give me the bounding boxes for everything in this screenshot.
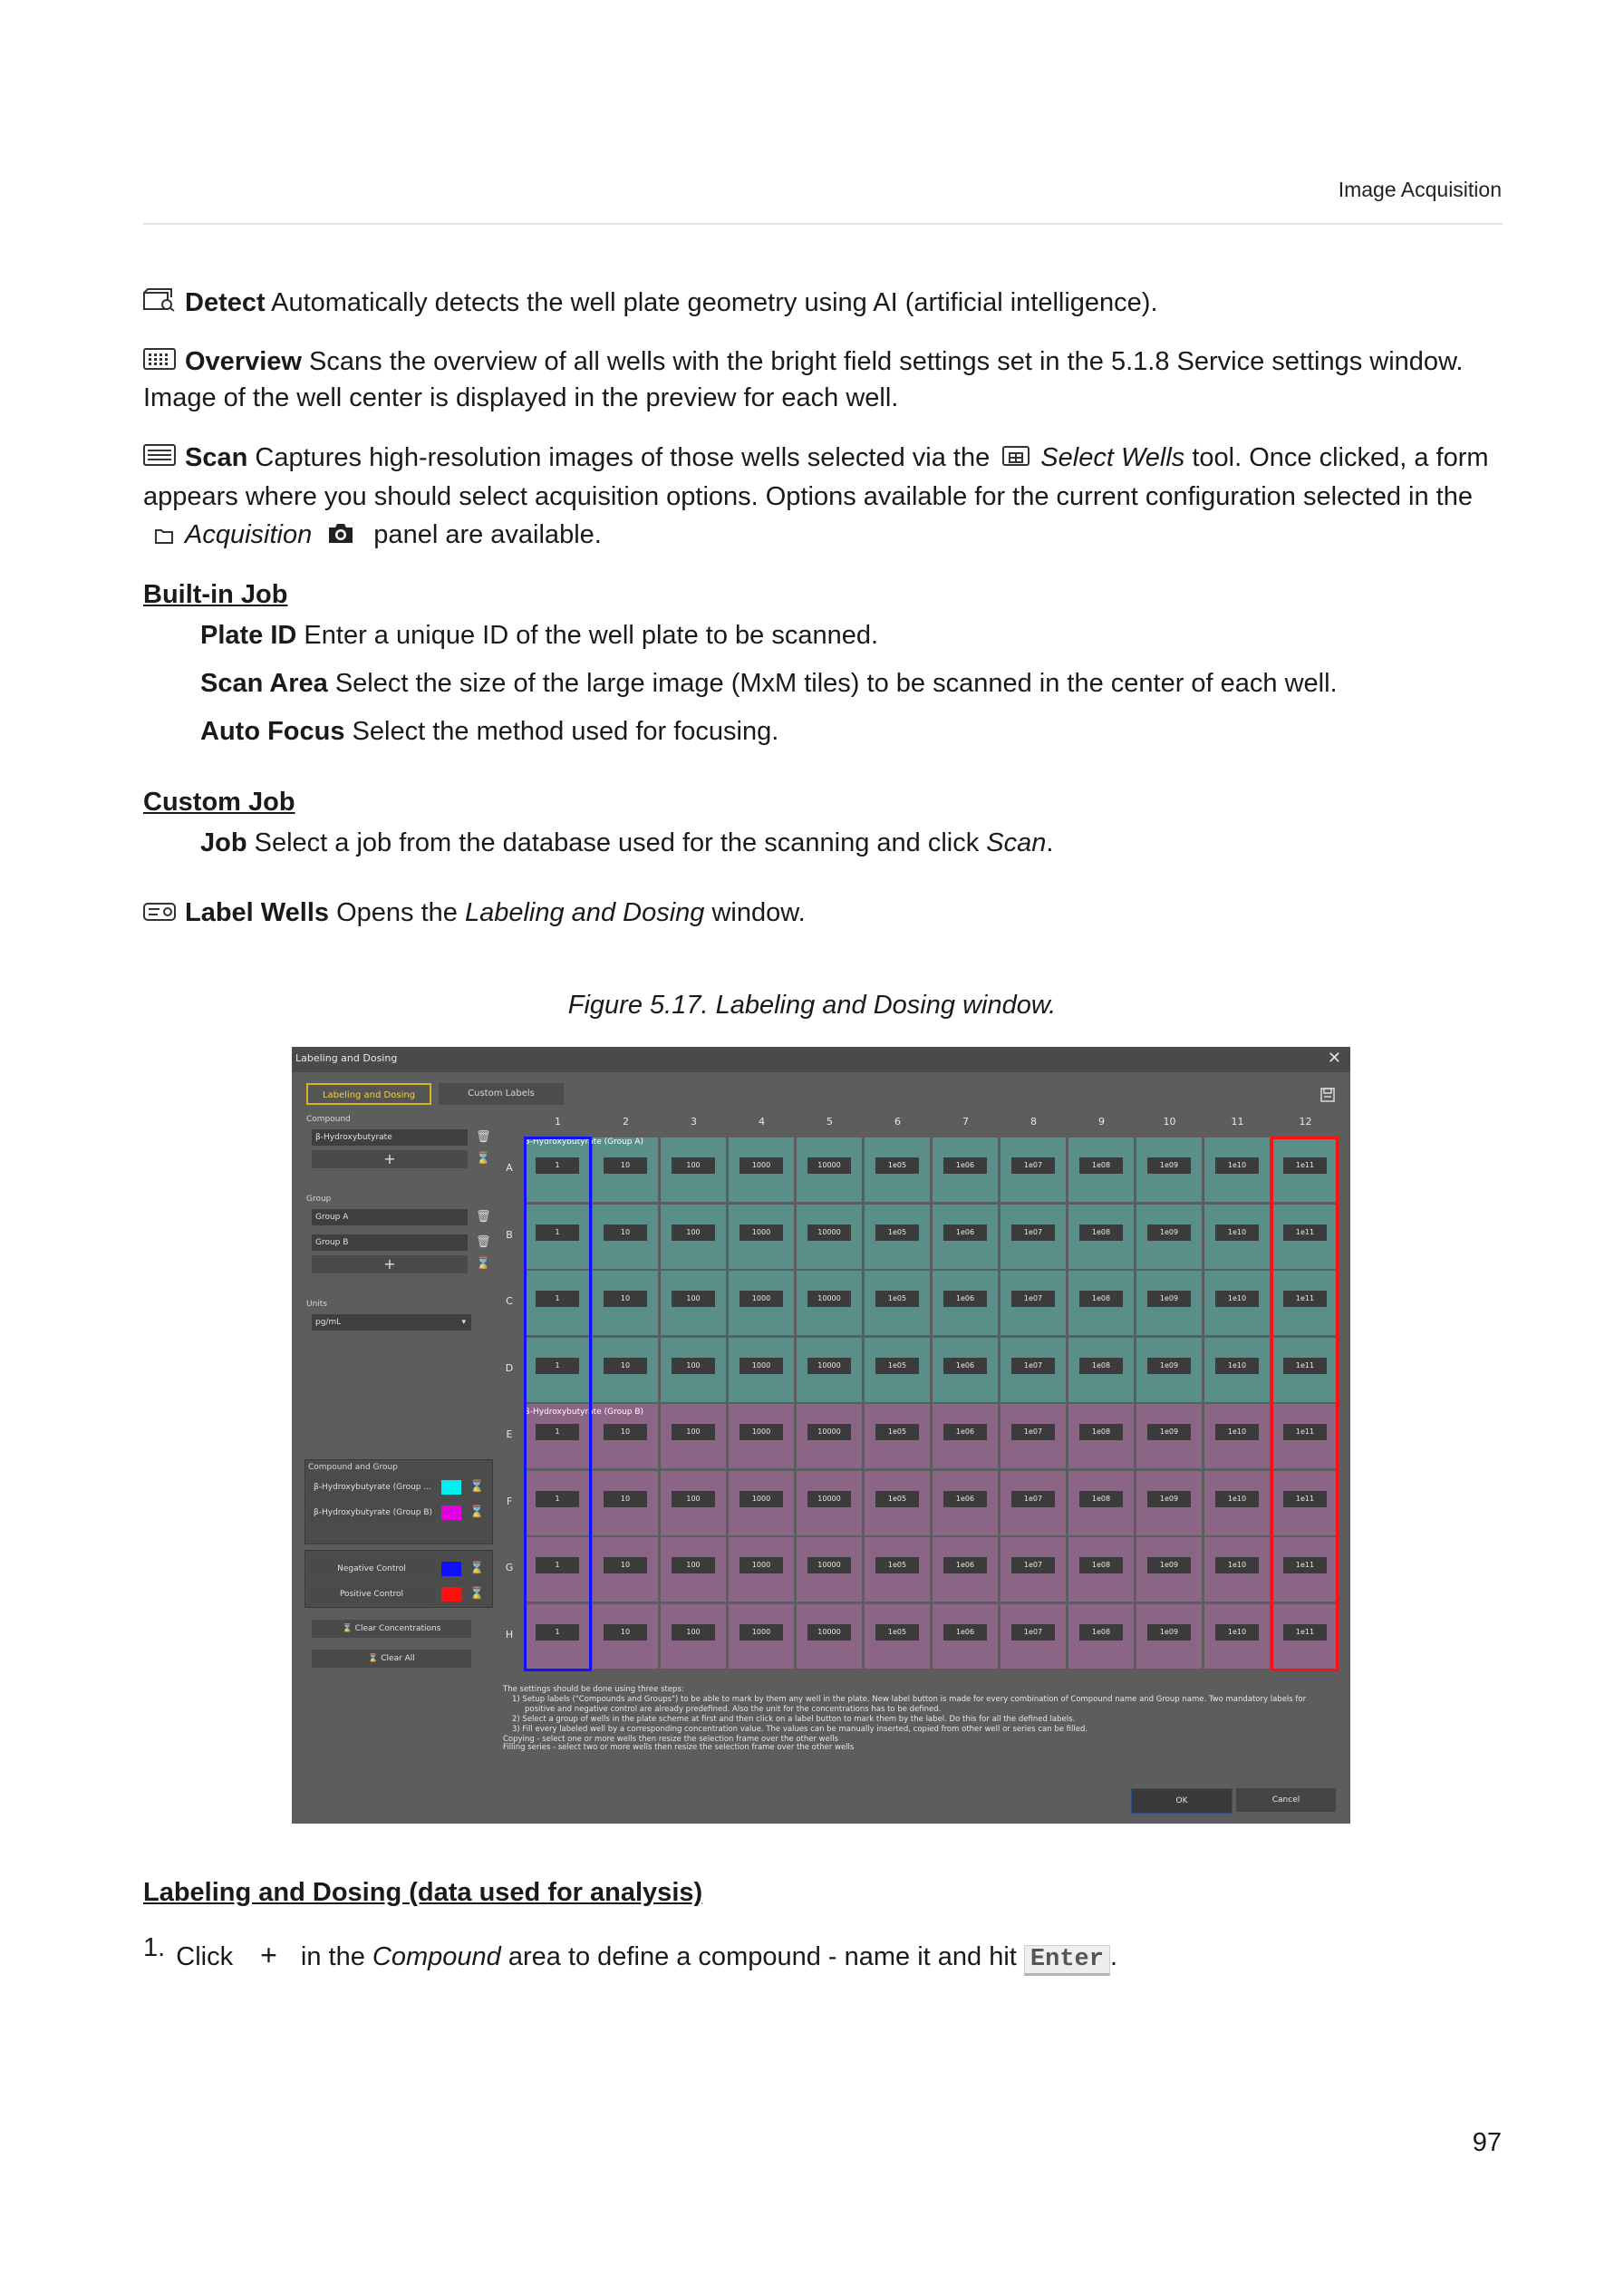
- concentration-field[interactable]: 10: [604, 1157, 647, 1174]
- job-term: Job: [200, 828, 247, 857]
- hourglass-icon: ⌛: [368, 1654, 382, 1663]
- well[interactable]: [1068, 1205, 1134, 1269]
- positive-control-button[interactable]: Positive Control: [309, 1585, 434, 1603]
- scan-term: Scan: [185, 443, 248, 472]
- concentration-field[interactable]: 1e08: [1079, 1424, 1123, 1440]
- select-wells-link: Select Wells: [1040, 443, 1185, 472]
- concentration-field[interactable]: 100: [672, 1291, 715, 1307]
- select-wells-icon: [1002, 440, 1030, 478]
- concentration-field[interactable]: 1e06: [943, 1491, 987, 1507]
- step-compound-italic: Compound: [372, 1942, 501, 1971]
- concentration-field[interactable]: 1e10: [1215, 1491, 1259, 1507]
- scan-area-term: Scan Area: [200, 669, 328, 698]
- builtin-item-auto-focus: [200, 717, 1505, 747]
- concentration-field[interactable]: 1e11: [1283, 1557, 1327, 1573]
- compound-group-label: Compound and Group: [308, 1463, 398, 1472]
- label-wells-icon: [143, 896, 176, 932]
- well[interactable]: [933, 1604, 998, 1669]
- well[interactable]: [593, 1271, 658, 1335]
- plate-id-term: Plate ID: [200, 621, 297, 650]
- figure-caption: Figure 5.17. Labeling and Dosing window.: [567, 991, 1057, 1020]
- concentration-field[interactable]: 1e06: [943, 1157, 987, 1174]
- concentration-field[interactable]: 1e11: [1283, 1291, 1327, 1307]
- label-group-b-button[interactable]: β-Hydroxybutyrate (Group B): [309, 1504, 434, 1522]
- overview-term: Overview: [185, 347, 302, 376]
- concentration-field[interactable]: 10: [604, 1291, 647, 1307]
- concentration-field[interactable]: 1e09: [1147, 1491, 1191, 1507]
- well[interactable]: [797, 1271, 862, 1335]
- well[interactable]: [661, 1271, 726, 1335]
- job-scan-italic: Scan: [986, 828, 1047, 857]
- well[interactable]: [933, 1338, 998, 1402]
- concentration-field[interactable]: 1e08: [1079, 1291, 1123, 1307]
- concentration-field[interactable]: 1e05: [875, 1291, 919, 1307]
- concentration-field[interactable]: 100: [672, 1557, 715, 1573]
- clear-all-label: Clear All: [381, 1654, 415, 1663]
- concentration-field[interactable]: 1e08: [1079, 1624, 1123, 1641]
- column-header[interactable]: 6: [894, 1116, 901, 1128]
- concentration-field[interactable]: 1e10: [1215, 1624, 1259, 1641]
- instruction-line: 2) Select a group of wells in the plate scheme at first and then click on a label button to mark them by the label. Do this for all the defined labels.: [512, 1715, 1076, 1724]
- concentration-field[interactable]: 10000: [807, 1491, 851, 1507]
- column-header[interactable]: 1: [555, 1116, 561, 1128]
- well[interactable]: [593, 1137, 658, 1202]
- concentration-field[interactable]: 1e11: [1283, 1157, 1327, 1174]
- well[interactable]: [1000, 1537, 1066, 1602]
- concentration-field[interactable]: 1e06: [943, 1424, 987, 1440]
- concentration-field[interactable]: 10000: [807, 1157, 851, 1174]
- concentration-field[interactable]: 1e06: [943, 1557, 987, 1573]
- scan-text-1: Captures high-resolution images of those wells selected via the: [247, 443, 998, 472]
- concentration-field[interactable]: 1e09: [1147, 1157, 1191, 1174]
- detect-paragraph: [143, 286, 1503, 322]
- concentration-field[interactable]: 10000: [807, 1291, 851, 1307]
- well[interactable]: [1068, 1271, 1134, 1335]
- step-text-2: area to define a compound - name it and hit: [500, 1942, 1024, 1971]
- concentration-field[interactable]: 10: [604, 1224, 647, 1241]
- plate-id-text: Enter a unique ID of the well plate to be scanned.: [296, 621, 879, 650]
- concentration-field[interactable]: 1: [536, 1624, 579, 1641]
- trash-icon[interactable]: 🗑: [476, 1130, 491, 1144]
- step-click: Click: [176, 1942, 234, 1971]
- well[interactable]: [1000, 1404, 1066, 1468]
- concentration-field[interactable]: 1e08: [1079, 1358, 1123, 1374]
- acquisition-link: Acquisition: [185, 520, 313, 550]
- well[interactable]: [593, 1537, 658, 1602]
- column-header[interactable]: 9: [1098, 1116, 1105, 1128]
- concentration-field[interactable]: 1e10: [1215, 1157, 1259, 1174]
- instruction-line: Filling series - select two or more wells then resize the selection frame over the other wells: [503, 1743, 855, 1752]
- builtin-job-heading: Built-in Job: [143, 580, 288, 609]
- positive-control-frame: [1271, 1137, 1339, 1671]
- well[interactable]: [1000, 1604, 1066, 1669]
- concentration-field[interactable]: 100: [672, 1624, 715, 1641]
- well[interactable]: [729, 1338, 794, 1402]
- well[interactable]: [1068, 1137, 1134, 1202]
- concentration-field[interactable]: 1e06: [943, 1291, 987, 1307]
- well[interactable]: [1068, 1404, 1134, 1468]
- well[interactable]: [729, 1137, 794, 1202]
- clear-label-icon[interactable]: ⌛: [469, 1562, 485, 1575]
- negative-control-button[interactable]: Negative Control: [309, 1560, 434, 1578]
- concentration-field[interactable]: 1e10: [1215, 1291, 1259, 1307]
- concentration-field[interactable]: 1e07: [1011, 1624, 1055, 1641]
- label-wells-end: window.: [704, 898, 806, 927]
- concentration-field[interactable]: 1e10: [1215, 1424, 1259, 1440]
- well[interactable]: [661, 1137, 726, 1202]
- well[interactable]: [1000, 1205, 1066, 1269]
- group-a-input[interactable]: Group A: [312, 1209, 468, 1225]
- well[interactable]: [865, 1338, 930, 1402]
- cancel-button[interactable]: Cancel: [1236, 1788, 1336, 1812]
- well[interactable]: [593, 1338, 658, 1402]
- well[interactable]: [865, 1137, 930, 1202]
- concentration-field[interactable]: 1e10: [1215, 1224, 1259, 1241]
- label-wells-italic: Labeling and Dosing: [464, 898, 705, 927]
- concentration-field[interactable]: 1e05: [875, 1624, 919, 1641]
- label-group-a-button[interactable]: β-Hydroxybutyrate (Group ...: [309, 1478, 434, 1496]
- well[interactable]: [865, 1537, 930, 1602]
- concentration-field[interactable]: 10000: [807, 1224, 851, 1241]
- concentration-field[interactable]: 1: [536, 1224, 579, 1241]
- well[interactable]: [729, 1604, 794, 1669]
- well[interactable]: [593, 1471, 658, 1535]
- concentration-field[interactable]: 1e09: [1147, 1358, 1191, 1374]
- well[interactable]: [1136, 1338, 1202, 1402]
- concentration-field[interactable]: 10000: [807, 1424, 851, 1440]
- concentration-field[interactable]: 1e11: [1283, 1358, 1327, 1374]
- concentration-field[interactable]: 1: [536, 1358, 579, 1374]
- well[interactable]: [1068, 1338, 1134, 1402]
- negative-control-frame: [524, 1137, 592, 1671]
- concentration-field[interactable]: 1e05: [875, 1157, 919, 1174]
- concentration-field[interactable]: 1e05: [875, 1224, 919, 1241]
- row-header[interactable]: H: [505, 1628, 514, 1641]
- well[interactable]: [1000, 1271, 1066, 1335]
- well[interactable]: [1136, 1471, 1202, 1535]
- tab-custom-labels[interactable]: Custom Labels: [439, 1083, 564, 1105]
- compound-label: Compound: [306, 1115, 351, 1124]
- concentration-field[interactable]: 10: [604, 1624, 647, 1641]
- header-rule: [143, 223, 1503, 225]
- concentration-field[interactable]: 10: [604, 1557, 647, 1573]
- hourglass-icon: ⌛: [342, 1624, 355, 1633]
- row-header[interactable]: G: [505, 1562, 514, 1573]
- well[interactable]: [1068, 1471, 1134, 1535]
- well[interactable]: [661, 1604, 726, 1669]
- group-b-plate-label: β-Hydroxybutyrate (Group B): [525, 1408, 644, 1417]
- step-1: [143, 1933, 1503, 1976]
- concentration-field[interactable]: 100: [672, 1157, 715, 1174]
- close-icon[interactable]: ✕: [1327, 1049, 1341, 1068]
- custom-job-item: [200, 828, 1505, 858]
- column-header[interactable]: 2: [623, 1116, 629, 1128]
- concentration-field[interactable]: 1e09: [1147, 1424, 1191, 1440]
- concentration-field[interactable]: 10000: [807, 1624, 851, 1641]
- column-header[interactable]: 3: [691, 1116, 697, 1128]
- well[interactable]: [1000, 1471, 1066, 1535]
- builtin-item-plate-id: [200, 621, 1505, 651]
- concentration-field[interactable]: 1000: [740, 1624, 783, 1641]
- concentration-field[interactable]: 1e10: [1215, 1557, 1259, 1573]
- overview-icon: [143, 345, 176, 381]
- clear-compound-icon[interactable]: ⌛: [476, 1152, 491, 1166]
- column-header[interactable]: 4: [759, 1116, 765, 1128]
- well[interactable]: [1136, 1404, 1202, 1468]
- group-a-plate-label: β-Hydroxybutyrate (Group A): [525, 1137, 644, 1147]
- concentration-field[interactable]: 10000: [807, 1557, 851, 1573]
- group-b-input[interactable]: Group B: [312, 1234, 468, 1251]
- enter-key: Enter: [1024, 1945, 1110, 1976]
- well[interactable]: [661, 1338, 726, 1402]
- well[interactable]: [933, 1537, 998, 1602]
- label-wells-paragraph: [143, 895, 1503, 932]
- instruction-line: Copying - select one or more wells then resize the selection frame over the other wells: [503, 1735, 839, 1744]
- concentration-field[interactable]: 1000: [740, 1157, 783, 1174]
- well[interactable]: [1136, 1537, 1202, 1602]
- detect-text: Automatically detects the well plate geometry using AI (artificial intelligence).: [265, 288, 1158, 317]
- job-end: .: [1046, 828, 1054, 857]
- well[interactable]: [1000, 1338, 1066, 1402]
- instructions: [503, 1685, 1337, 1753]
- concentration-field[interactable]: 100: [672, 1424, 715, 1440]
- concentration-field[interactable]: 1e08: [1079, 1224, 1123, 1241]
- well[interactable]: [865, 1604, 930, 1669]
- well[interactable]: [933, 1137, 998, 1202]
- concentration-field[interactable]: 1e07: [1011, 1491, 1055, 1507]
- row-header[interactable]: D: [505, 1361, 514, 1374]
- well[interactable]: [1136, 1205, 1202, 1269]
- well[interactable]: [797, 1404, 862, 1468]
- row-header[interactable]: B: [506, 1228, 513, 1241]
- ok-button[interactable]: OK: [1131, 1788, 1232, 1814]
- well[interactable]: [933, 1471, 998, 1535]
- label-wells-text: Opens the: [329, 898, 465, 927]
- well[interactable]: [797, 1338, 862, 1402]
- step-text-1: in the: [293, 1942, 372, 1971]
- concentration-field[interactable]: 1e07: [1011, 1358, 1055, 1374]
- detect-term: Detect: [185, 288, 266, 317]
- well[interactable]: [661, 1471, 726, 1535]
- concentration-field[interactable]: 1e07: [1011, 1157, 1055, 1174]
- clear-label-icon[interactable]: ⌛: [469, 1587, 485, 1601]
- tab-labeling-and-dosing[interactable]: Labeling and Dosing: [306, 1083, 431, 1105]
- concentration-field[interactable]: 1e09: [1147, 1624, 1191, 1641]
- concentration-field[interactable]: 10000: [807, 1358, 851, 1374]
- well[interactable]: [1136, 1604, 1202, 1669]
- concentration-field[interactable]: 1000: [740, 1491, 783, 1507]
- concentration-field[interactable]: 1: [536, 1557, 579, 1573]
- instruction-line: 1) Setup labels ("Compounds and Groups") to be able to mark by them any well in the plate. New label button is made for every combination of Compound name and Group name. Two mandatory labels for: [512, 1695, 1307, 1704]
- concentration-field[interactable]: 1000: [740, 1291, 783, 1307]
- running-header: Image Acquisition: [1338, 178, 1502, 201]
- well[interactable]: [1136, 1137, 1202, 1202]
- detect-icon: [143, 286, 176, 322]
- concentration-field[interactable]: 1e05: [875, 1424, 919, 1440]
- concentration-field[interactable]: 1e05: [875, 1358, 919, 1374]
- well[interactable]: [1068, 1537, 1134, 1602]
- well[interactable]: [1204, 1338, 1270, 1402]
- concentration-field[interactable]: 1e11: [1283, 1624, 1327, 1641]
- concentration-field[interactable]: 1: [536, 1491, 579, 1507]
- concentration-field[interactable]: 10: [604, 1491, 647, 1507]
- well[interactable]: [1136, 1271, 1202, 1335]
- instruction-line: 3) Fill every labeled well by a corresponding concentration value. The values can be manually inserted, copied from other well or series can be filled.: [512, 1725, 1088, 1734]
- labeling-section-heading: Labeling and Dosing (data used for analysis): [143, 1878, 703, 1907]
- row-header[interactable]: F: [506, 1495, 513, 1507]
- step-number: 1.: [143, 1933, 166, 1962]
- concentration-field[interactable]: 100: [672, 1224, 715, 1241]
- concentration-field[interactable]: 100: [672, 1491, 715, 1507]
- label-wells-term: Label Wells: [185, 898, 330, 927]
- units-value: pg/mL: [315, 1318, 342, 1327]
- well[interactable]: [1204, 1604, 1270, 1669]
- concentration-field[interactable]: 10: [604, 1358, 647, 1374]
- compound-input[interactable]: β-Hydroxybutyrate: [312, 1129, 468, 1146]
- well[interactable]: [593, 1205, 658, 1269]
- trash-icon[interactable]: 🗑: [476, 1210, 491, 1224]
- well[interactable]: [865, 1271, 930, 1335]
- clear-concentrations-label: Clear Concentrations: [354, 1624, 441, 1633]
- well[interactable]: [1204, 1137, 1270, 1202]
- concentration-field[interactable]: 1e05: [875, 1557, 919, 1573]
- well[interactable]: [661, 1537, 726, 1602]
- scan-area-text: Select the size of the large image (MxM tiles) to be scanned in the center of each well.: [327, 669, 1338, 698]
- well[interactable]: [1204, 1537, 1270, 1602]
- concentration-field[interactable]: 1e05: [875, 1491, 919, 1507]
- well[interactable]: [797, 1471, 862, 1535]
- well[interactable]: [729, 1404, 794, 1468]
- concentration-field[interactable]: 1000: [740, 1358, 783, 1374]
- folder-icon: [154, 518, 174, 556]
- clear-group-icon[interactable]: ⌛: [476, 1257, 491, 1271]
- column-header[interactable]: 5: [826, 1116, 833, 1128]
- well[interactable]: [1204, 1271, 1270, 1335]
- concentration-field[interactable]: 1e06: [943, 1358, 987, 1374]
- well[interactable]: [661, 1205, 726, 1269]
- concentration-field[interactable]: 1e06: [943, 1224, 987, 1241]
- builtin-item-scan-area: [200, 669, 1505, 699]
- well[interactable]: [797, 1604, 862, 1669]
- job-text: Select a job from the database used for the scanning and click: [246, 828, 987, 857]
- well[interactable]: [729, 1271, 794, 1335]
- concentration-field[interactable]: 1e11: [1283, 1424, 1327, 1440]
- custom-job-heading: Custom Job: [143, 788, 295, 817]
- add-compound-button[interactable]: +: [312, 1150, 468, 1168]
- well[interactable]: [797, 1137, 862, 1202]
- concentration-field[interactable]: 1: [536, 1424, 579, 1440]
- concentration-field[interactable]: 1e09: [1147, 1291, 1191, 1307]
- auto-focus-text: Select the method used for focusing.: [344, 717, 779, 746]
- concentration-field[interactable]: 1000: [740, 1424, 783, 1440]
- well[interactable]: [1068, 1604, 1134, 1669]
- instruction-line: positive and negative control are already predefined. Also the unit for the concentrations has to be defined.: [525, 1705, 942, 1714]
- column-header[interactable]: 10: [1163, 1116, 1176, 1128]
- well[interactable]: [1204, 1404, 1270, 1468]
- units-label: Units: [306, 1300, 328, 1309]
- well[interactable]: [1000, 1137, 1066, 1202]
- concentration-field[interactable]: 1e07: [1011, 1557, 1055, 1573]
- scan-paragraph: [143, 439, 1503, 556]
- concentration-field[interactable]: 1e08: [1079, 1491, 1123, 1507]
- column-header[interactable]: 7: [962, 1116, 969, 1128]
- row-header[interactable]: A: [506, 1162, 513, 1174]
- well[interactable]: [865, 1404, 930, 1468]
- instruction-line: The settings should be done using three steps:: [503, 1685, 684, 1694]
- concentration-field[interactable]: 100: [672, 1358, 715, 1374]
- concentration-field[interactable]: 1000: [740, 1224, 783, 1241]
- concentration-field[interactable]: 1e07: [1011, 1424, 1055, 1440]
- trash-icon[interactable]: 🗑: [476, 1235, 491, 1249]
- overview-text: Scans the overview of all wells with the bright field settings set in the 5.1.8 Service settings window. Image of the well center is displayed in the preview for each well.: [143, 347, 1464, 412]
- concentration-field[interactable]: 1e08: [1079, 1157, 1123, 1174]
- group-label: Group: [306, 1195, 332, 1204]
- plus-icon: +: [260, 1939, 277, 1971]
- concentration-field[interactable]: 1e08: [1079, 1557, 1123, 1573]
- scan-icon: [143, 440, 176, 478]
- concentration-field[interactable]: 1000: [740, 1557, 783, 1573]
- well[interactable]: [729, 1471, 794, 1535]
- well[interactable]: [933, 1205, 998, 1269]
- row-header[interactable]: C: [506, 1295, 513, 1307]
- page-number: 97: [1472, 2128, 1502, 2157]
- concentration-field[interactable]: 10: [604, 1424, 647, 1440]
- window-title: Labeling and Dosing: [295, 1052, 398, 1064]
- concentration-field[interactable]: 1: [536, 1291, 579, 1307]
- chevron-down-icon: ▾: [461, 1318, 466, 1327]
- concentration-field[interactable]: 1e07: [1011, 1224, 1055, 1241]
- column-header[interactable]: 11: [1231, 1116, 1244, 1128]
- well[interactable]: [933, 1271, 998, 1335]
- concentration-field[interactable]: 1e06: [943, 1624, 987, 1641]
- well[interactable]: [1204, 1471, 1270, 1535]
- overview-paragraph: [143, 344, 1503, 416]
- scan-text-2: tool. Once clicked, a form appears where you should select acquisition options. Options available for the current configuration selected in the: [143, 443, 1489, 512]
- clear-label-icon[interactable]: ⌛: [469, 1480, 485, 1494]
- concentration-field[interactable]: 1e09: [1147, 1224, 1191, 1241]
- concentration-field[interactable]: 1e11: [1283, 1224, 1327, 1241]
- concentration-field[interactable]: 1e07: [1011, 1291, 1055, 1307]
- well[interactable]: [865, 1471, 930, 1535]
- well[interactable]: [865, 1205, 930, 1269]
- column-header[interactable]: 8: [1030, 1116, 1037, 1128]
- step-end: .: [1109, 1942, 1117, 1971]
- scan-text-3: panel are available.: [366, 520, 602, 550]
- well[interactable]: [933, 1404, 998, 1468]
- well[interactable]: [1204, 1205, 1270, 1269]
- concentration-field[interactable]: 1e10: [1215, 1358, 1259, 1374]
- well[interactable]: [729, 1537, 794, 1602]
- add-group-button[interactable]: +: [312, 1255, 468, 1273]
- well[interactable]: [661, 1404, 726, 1468]
- concentration-field[interactable]: 1e09: [1147, 1557, 1191, 1573]
- well[interactable]: [729, 1205, 794, 1269]
- well[interactable]: [593, 1604, 658, 1669]
- concentration-field[interactable]: 1: [536, 1157, 579, 1174]
- row-header[interactable]: E: [506, 1428, 513, 1440]
- concentration-field[interactable]: 1e11: [1283, 1491, 1327, 1507]
- labeling-dosing-window: [292, 1047, 1350, 1824]
- column-header[interactable]: 12: [1299, 1116, 1312, 1128]
- camera-icon: [326, 518, 355, 556]
- well[interactable]: [797, 1537, 862, 1602]
- clear-label-icon[interactable]: ⌛: [469, 1505, 485, 1519]
- auto-focus-term: Auto Focus: [200, 717, 345, 746]
- well[interactable]: [797, 1205, 862, 1269]
